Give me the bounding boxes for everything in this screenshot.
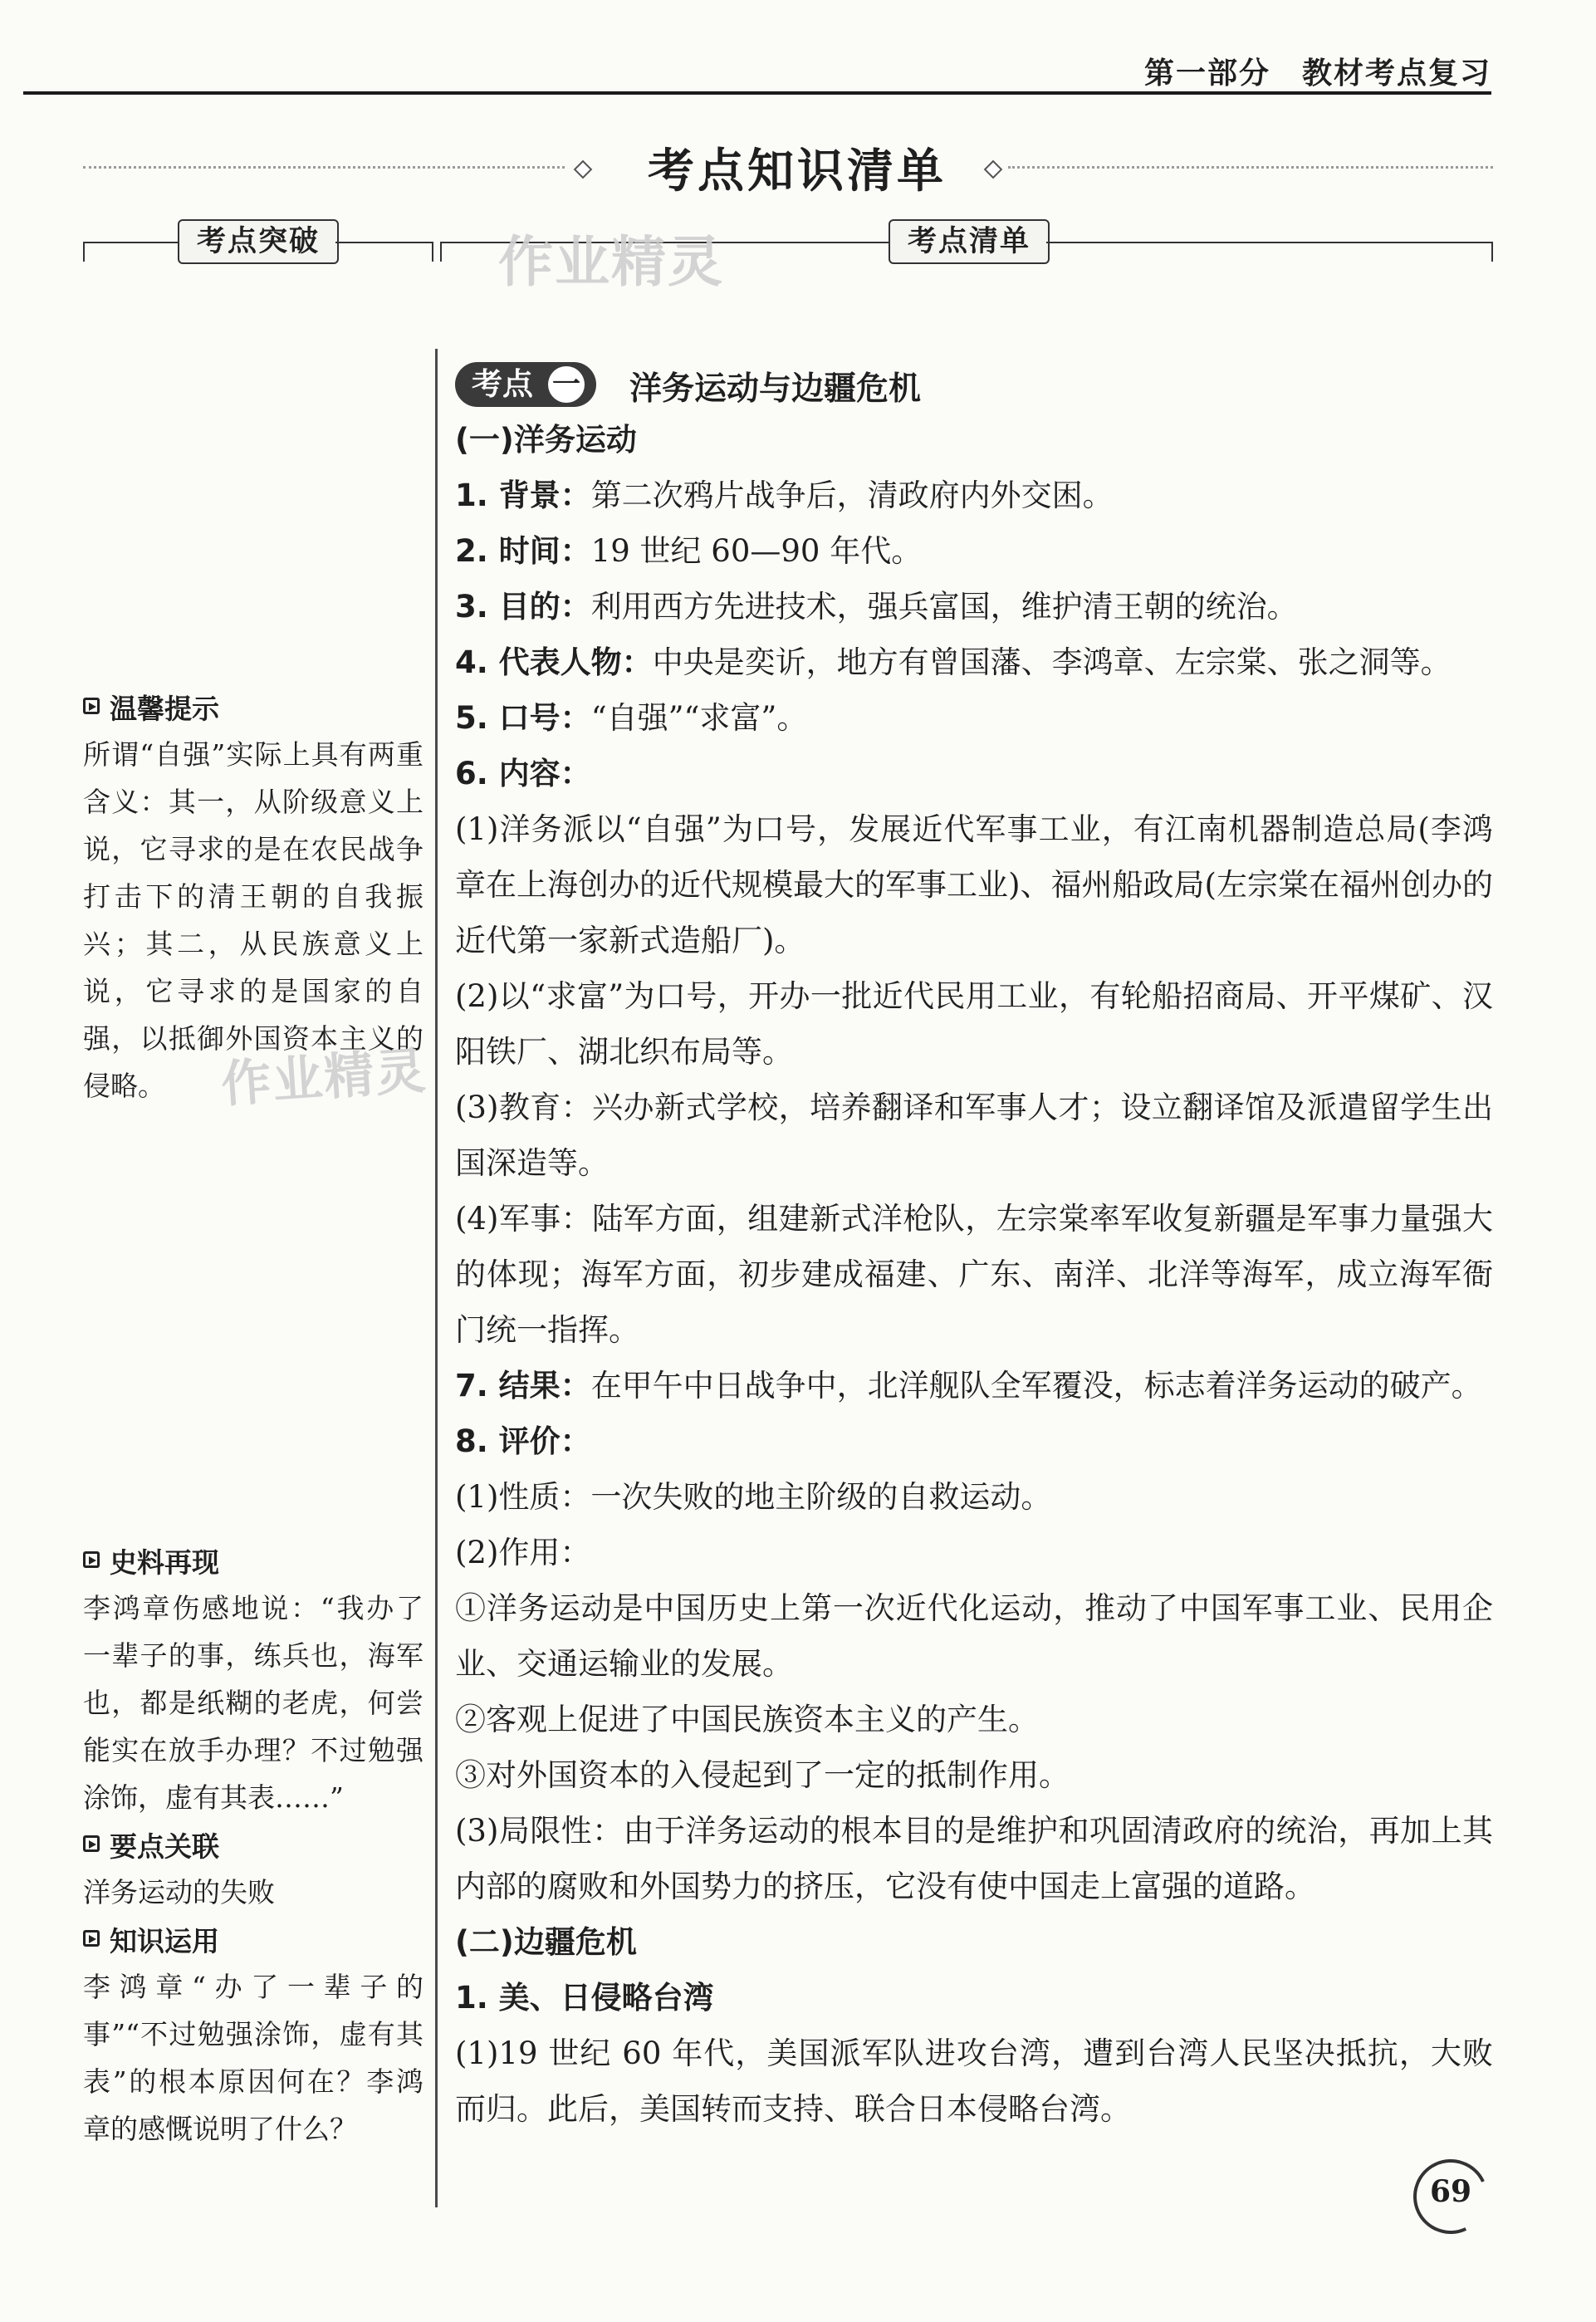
link-title: 要点关联 xyxy=(110,1830,219,1863)
eval-2c: ③对外国资本的入侵起到了一定的抵制作用。 xyxy=(455,1757,1070,1793)
page-title: 考点知识清单 xyxy=(648,144,947,198)
watermark: 作业精灵 xyxy=(219,1041,429,1114)
link-text: 洋务运动的失败 xyxy=(83,1876,275,1908)
tab-line-left-a xyxy=(83,242,178,243)
tip-title: 温馨提示 xyxy=(110,693,219,725)
tab-line-left-b xyxy=(335,242,432,243)
header-rule xyxy=(23,91,1491,95)
kaodian-badge xyxy=(455,362,596,407)
tip-text: 所谓“自强”实际上具有两重含义：其一，从阶级意义上说，它寻求的是在农民战争打击下的清王朝的自我振兴；其二，从民族意义上说，它寻求的是国家的自强，以抵御外国资本主义的侵略。 xyxy=(83,738,423,1102)
list-item: 1. 背景：第二次鸦片战争后，清政府内外交困。 xyxy=(455,478,1114,513)
tab-cap-right xyxy=(1491,242,1493,262)
tab-line-right-b xyxy=(1046,242,1493,243)
page-number: 69 xyxy=(1429,2174,1472,2209)
eval-1: (1)性质：一次失败的地主阶级的自救运动。 xyxy=(455,1479,1052,1515)
kaodian-badge-number: 一 xyxy=(548,366,585,403)
section-heading: (二)边疆危机 xyxy=(455,1924,637,1960)
tab-cap-right-start xyxy=(440,242,442,262)
apply-title: 知识运用 xyxy=(110,1925,219,1957)
eval-2: (2)作用： xyxy=(455,1535,591,1570)
list-item: 3. 目的：利用西方先进技术，强兵富国，维护清王朝的统治。 xyxy=(455,589,1298,625)
tab-cap-left xyxy=(83,242,85,262)
section-heading: (一)洋务运动 xyxy=(455,422,637,458)
content-2: (2)以“求富”为口号，开办一批近代民用工业，有轮船招商局、开平煤矿、汉阳铁厂、湖北织布局等。 xyxy=(455,978,1493,1070)
tab-cap-left-end xyxy=(432,242,433,262)
main-content xyxy=(455,412,1493,2137)
running-head: 第一部分 教材考点复习 xyxy=(1143,56,1491,91)
play-box-icon xyxy=(83,1930,100,1947)
title-dotted-line-right xyxy=(1008,166,1493,169)
play-box-icon xyxy=(83,1835,100,1852)
content-1: (1)洋务派以“自强”为口号，发展近代军事工业，有江南机器制造总局(李鸿章在上海创办的近代规模最大的军事工业)、福州船政局(左宗棠在福州创办的近代第一家新式造船厂)。 xyxy=(455,811,1493,958)
column-divider xyxy=(435,349,438,2207)
watermark: 作业精灵 xyxy=(498,230,724,294)
apply-text: 李鸿章“办了一辈子的事”“不过勉强涂饰，虚有其表”的根本原因何在？李鸿章的感慨说明了什么？ xyxy=(83,1971,423,2145)
tab-kaodian-tupo: 考点突破 xyxy=(178,219,339,264)
subsection-heading: 1. 美、日侵略台湾 xyxy=(455,1980,714,2016)
list-item: 8. 评价： xyxy=(455,1423,591,1459)
list-item: 2. 时间：19 世纪 60—90 年代。 xyxy=(455,533,923,569)
list-item: 6. 内容： xyxy=(455,756,591,791)
eval-3: (3)局限性：由于洋务运动的根本目的是维护和巩固清政府的统治，再加上其内部的腐败和外国势力的挤压，它没有使中国走上富强的道路。 xyxy=(455,1813,1493,1904)
play-box-icon xyxy=(83,698,100,714)
title-dotted-line-left xyxy=(83,166,565,169)
content-3: (3)教育：兴办新式学校，培养翻译和军事人才；设立翻译馆及派遣留学生出国深造等。 xyxy=(455,1090,1493,1181)
eval-2b: ②客观上促进了中国民族资本主义的产生。 xyxy=(455,1702,1039,1737)
history-text: 李鸿章伤感地说：“我办了一辈子的事，练兵也，海军也，都是纸糊的老虎，何尝能实在放手办理？不过勉强涂饰，虚有其表……” xyxy=(83,1592,423,1814)
history-title: 史料再现 xyxy=(110,1546,219,1579)
eval-2a: ①洋务运动是中国历史上第一次近代化运动，推动了中国军事工业、民用企业、交通运输业的发展。 xyxy=(455,1590,1493,1682)
list-item: 7. 结果：在甲午中日战争中，北洋舰队全军覆没，标志着洋务运动的破产。 xyxy=(455,1368,1482,1403)
kaodian-badge-label: 考点 xyxy=(472,366,533,402)
list-item: 4. 代表人物：中央是奕䜣，地方有曾国藩、李鸿章、左宗棠、张之洞等。 xyxy=(455,644,1452,680)
topic-title: 洋务运动与边疆危机 xyxy=(629,370,922,408)
taiwan-1: (1)19 世纪 60 年代，美国派军队进攻台湾，遭到台湾人民坚决抵抗，大败而归。此后，美国转而支持、联合日本侵略台湾。 xyxy=(455,2035,1493,2127)
play-box-icon xyxy=(83,1551,100,1568)
list-item: 5. 口号：“自强”“求富”。 xyxy=(455,700,808,736)
content-4: (4)军事：陆军方面，组建新式洋枪队，左宗棠率军收复新疆是军事力量强大的体现；海军方面，初步建成福建、广东、南洋、北洋等海军，成立海军衙门统一指挥。 xyxy=(455,1201,1493,1348)
tab-kaodian-qingdan: 考点清单 xyxy=(889,219,1050,264)
